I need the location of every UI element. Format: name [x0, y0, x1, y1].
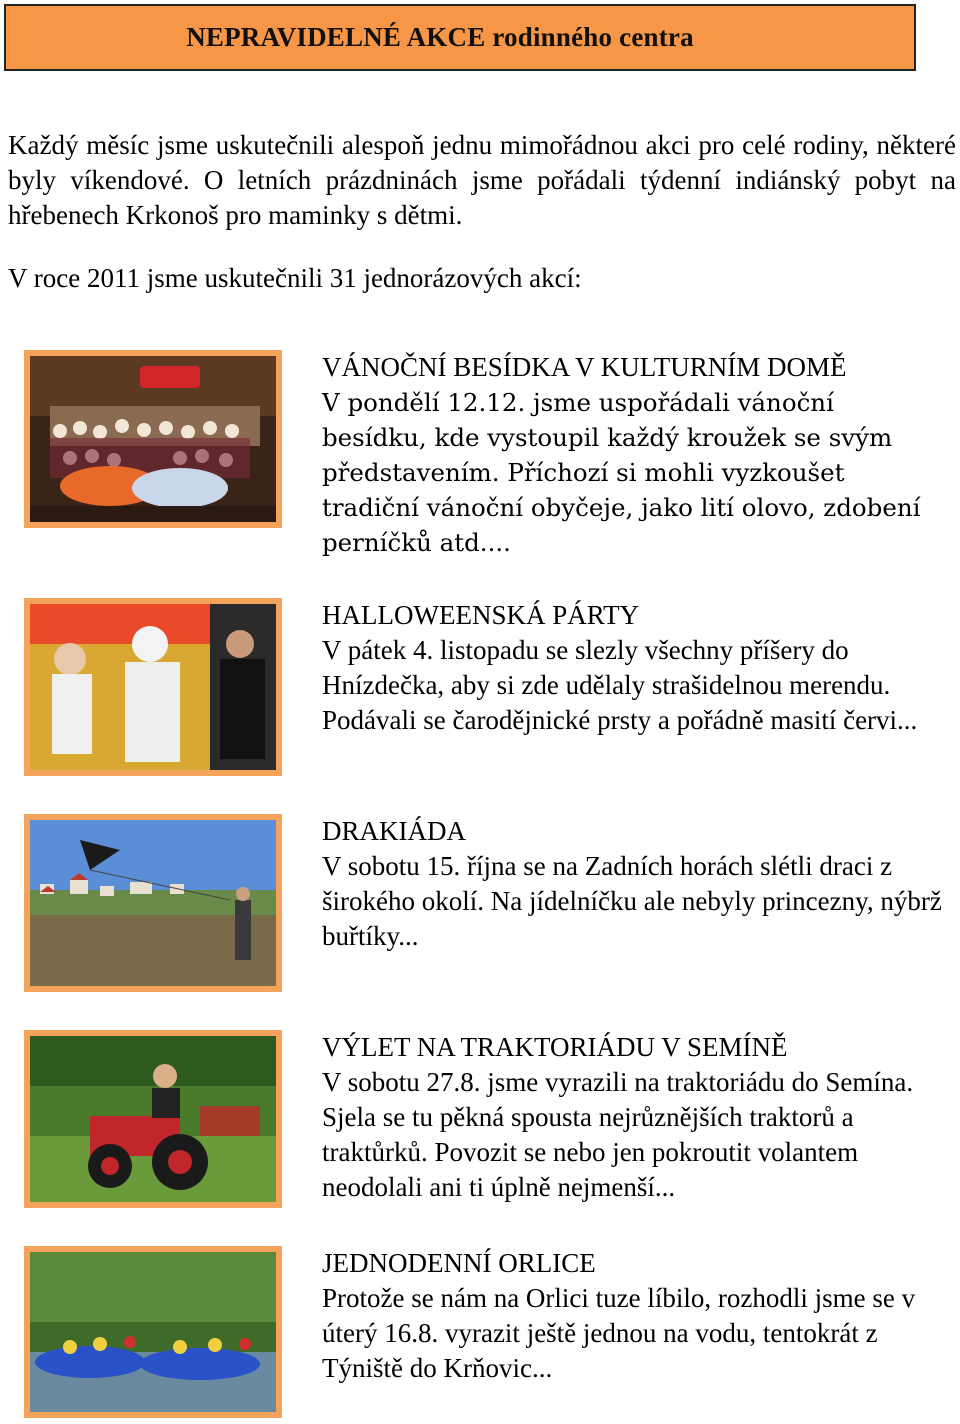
event-kites	[322, 814, 942, 954]
event-photo-tractor	[24, 1030, 282, 1208]
kite-image	[30, 820, 276, 986]
event-body: V pondělí 12.12. jsme uspořádali vánoční besídku, kde vystoupil každý kroužek se svým představením. Příchozí si mohli vyzkoušet tradiční vánoční obyčeje, jako lití olovo, zdobení perníčků atd....	[322, 388, 921, 557]
event-body: V sobotu 15. října se na Zadních horách slétli draci z širokého okolí. Na jídelníčku ale nebyly princezny, nýbrž buřtíky...	[322, 851, 942, 951]
event-body: Protože se nám na Orlici tuze líbilo, rozhodli jsme se v úterý 16.8. vyrazit ještě jednou na vodu, tentokrát z Týniště do Krňovic...	[322, 1283, 916, 1383]
event-photo-rafting	[24, 1246, 282, 1418]
page-title-box	[4, 4, 916, 71]
event-photo-halloween	[24, 598, 282, 776]
event-heading: JEDNODENNÍ ORLICE	[322, 1248, 596, 1278]
event-heading: HALLOWEENSKÁ PÁRTY	[322, 600, 640, 630]
event-photo-kites	[24, 814, 282, 992]
page-title: NEPRAVIDELNÉ AKCE rodinného centra	[186, 22, 694, 52]
event-tractor	[322, 1030, 942, 1205]
year-summary: V roce 2011 jsme uskutečnili 31 jednorázových akcí:	[8, 263, 582, 293]
event-photo-christmas	[24, 350, 282, 528]
intro-paragraph: Každý měsíc jsme uskutečnili alespoň jednu mimořádnou akci pro celé rodiny, některé byly víkendové. O letních prázdninách jsme pořádali týdenní indiánský pobyt na hřebenech Krkonoš pro maminky s dětmi.	[8, 130, 956, 230]
event-body: V pátek 4. listopadu se slezly všechny příšery do Hnízdečka, aby si zde udělaly strašidelnou merendu. Podávali se čarodějnické prsty a pořádně masití červi...	[322, 635, 918, 735]
event-heading: VÝLET NA TRAKTORIÁDU V SEMÍNĚ	[322, 1032, 788, 1062]
event-christmas	[322, 350, 942, 560]
halloween-image	[30, 604, 276, 770]
event-heading: VÁNOČNÍ BESÍDKA V KULTURNÍM DOMĚ	[322, 352, 847, 382]
event-heading: DRAKIÁDA	[322, 816, 466, 846]
rafting-image	[30, 1252, 276, 1412]
tractor-image	[30, 1036, 276, 1202]
group-photo-image	[30, 356, 276, 522]
event-body: V sobotu 27.8. jsme vyrazili na traktoriádu do Semína. Sjela se tu pěkná spousta nejrůznějších traktorů a traktůrků. Povozit se nebo jen pokroutit volantem neodolali ani ti úplně nejmenší...	[322, 1067, 914, 1202]
event-rafting	[322, 1246, 942, 1386]
event-halloween	[322, 598, 942, 738]
